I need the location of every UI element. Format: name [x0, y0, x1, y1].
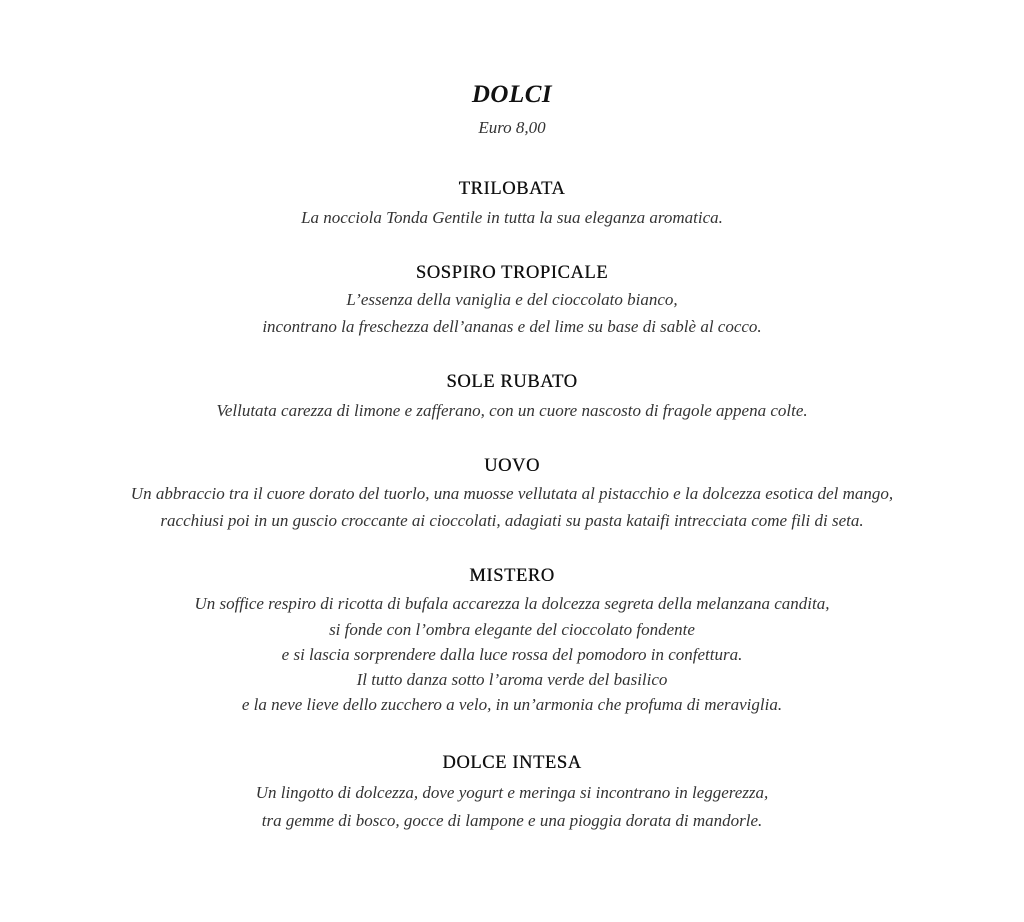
item-description: Vellutata carezza di limone e zafferano, con un cuore nascosto di fragole appena colte. [216, 401, 808, 420]
item-description: tra gemme di bosco, gocce di lampone e una pioggia dorata di mandorle. [261, 811, 763, 830]
item-description: Il tutto danza sotto l’aroma verde del basilico [356, 670, 668, 689]
item-name: TRILOBATA [458, 179, 566, 199]
item-description: e la neve lieve dello zucchero a velo, in un’armonia che profuma di meraviglia. [241, 695, 783, 714]
item-name: SOSPIRO TROPICALE [415, 263, 609, 283]
item-description: si fonde con l’ombra elegante del cioccolato fondente [329, 620, 695, 639]
item-description: e si lascia sorprendere dalla luce rossa del pomodoro in confettura. [281, 645, 743, 664]
item-description: incontrano la freschezza dell’ananas e del lime su base di sablè al cocco. [262, 317, 762, 336]
item-name: DOLCE INTESA [442, 753, 582, 773]
item-name: MISTERO [469, 566, 555, 586]
item-description: La nocciola Tonda Gentile in tutta la sua eleganza aromatica. [301, 208, 723, 227]
section-title: DOLCI [471, 81, 553, 108]
item-description: Un soffice respiro di ricotta di bufala accarezza la dolcezza segreta della melanzana candita, [194, 594, 830, 613]
item-description: Un lingotto di dolcezza, dove yogurt e meringa si incontrano in leggerezza, [255, 783, 769, 802]
item-name: UOVO [484, 456, 540, 476]
item-name: SOLE RUBATO [446, 372, 578, 392]
item-description: L’essenza della vaniglia e del cioccolato bianco, [346, 290, 678, 309]
item-description: racchiusi poi in un guscio croccante ai cioccolati, adagiati su pasta kataifi intrecciata come fili di seta. [160, 511, 864, 530]
item-description: Un abbraccio tra il cuore dorato del tuorlo, una muosse vellutata al pistacchio e la dolcezza esotica del mango, [130, 484, 894, 503]
section-price: Euro 8,00 [478, 118, 546, 137]
